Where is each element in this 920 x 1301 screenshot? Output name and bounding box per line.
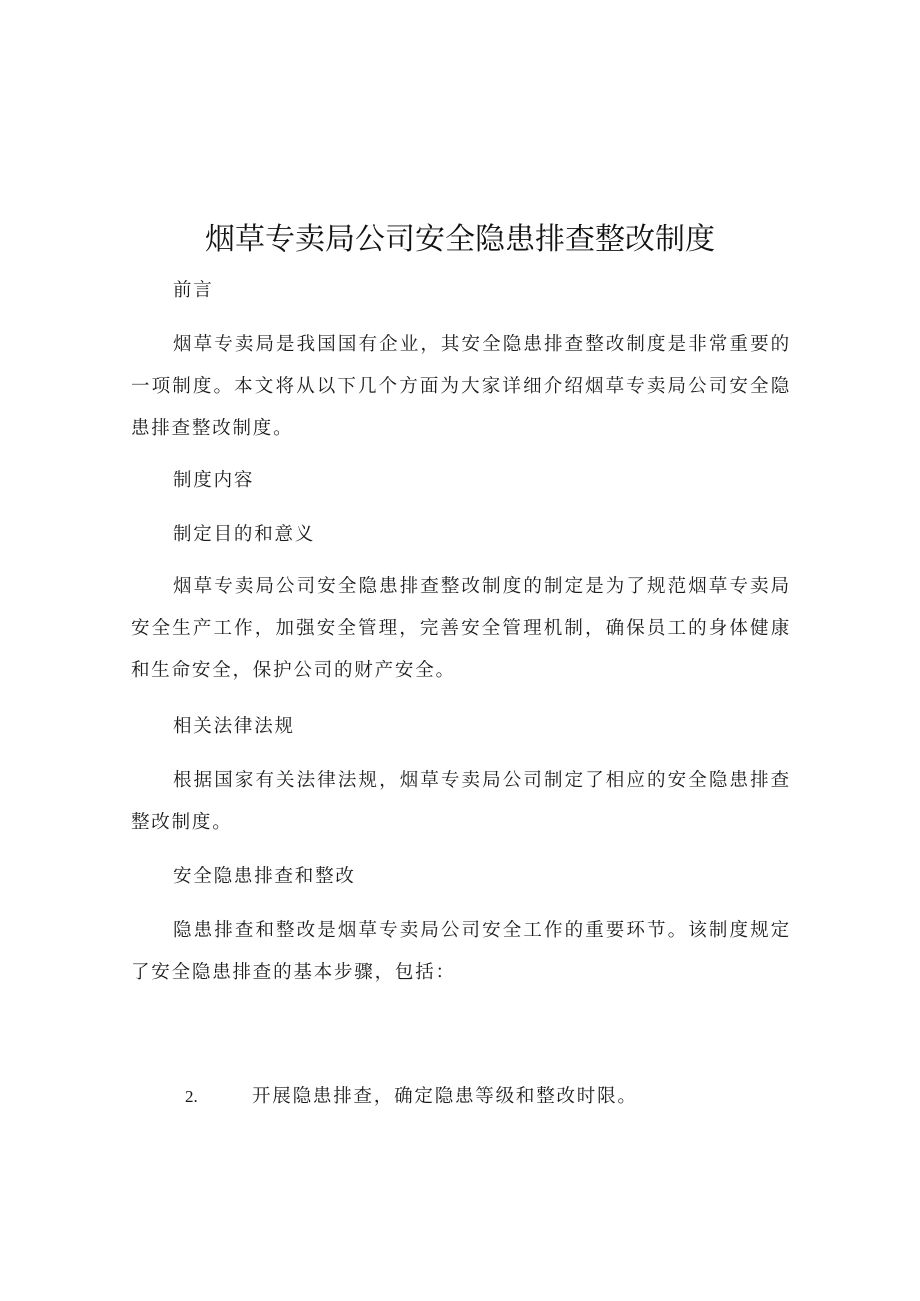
list-item-text: 开展隐患排查，确定隐患等级和整改时限。 — [252, 1086, 638, 1107]
heading-laws: 相关法律法规 — [173, 716, 295, 737]
heading-inspection: 安全隐患排查和整改 — [173, 866, 356, 887]
list-item-number: 2. — [185, 1087, 198, 1106]
list-item — [0, 1076, 920, 1118]
paragraph-laws: 根据国家有关法律法规，烟草专卖局公司制定了相应的安全隐患排查整改制度。 — [131, 770, 791, 833]
paragraph-intro: 烟草专卖局是我国国有企业，其安全隐患排查整改制度是非常重要的一项制度。本文将从以下几个方面为大家详细介绍烟草专卖局公司安全隐患排查整改制度。 — [131, 334, 791, 439]
paragraph-inspection: 隐患排查和整改是烟草专卖局公司安全工作的重要环节。该制度规定了安全隐患排查的基本步骤，包括： — [131, 920, 791, 983]
heading-purpose: 制定目的和意义 — [173, 524, 316, 545]
paragraph-purpose: 烟草专卖局公司安全隐患排查整改制度的制定是为了规范烟草专卖局安全生产工作，加强安全管理，完善安全管理机制，确保员工的身体健康和生命安全，保护公司的财产安全。 — [131, 576, 791, 681]
heading-system-content: 制度内容 — [173, 470, 255, 491]
document-title: 烟草专卖局公司安全隐患排查整改制度 — [205, 222, 715, 257]
heading-preface: 前言 — [173, 280, 214, 301]
